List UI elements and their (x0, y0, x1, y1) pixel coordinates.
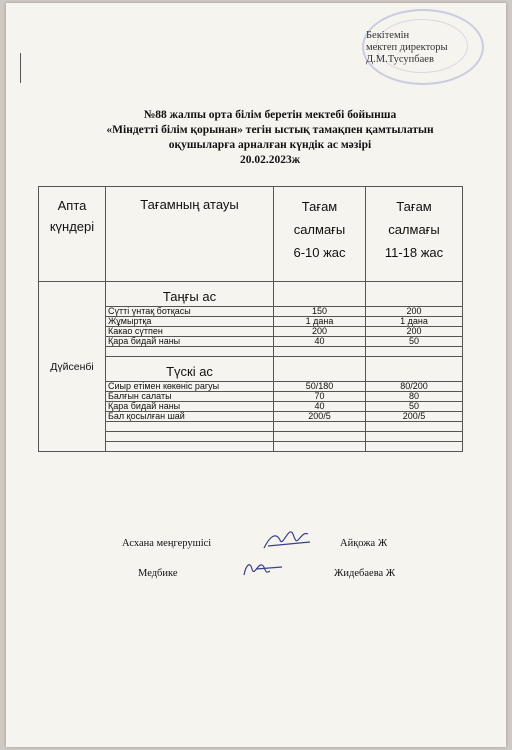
lunch-label: Түскі ас (106, 357, 274, 382)
title-line-2: «Міндетті білім қорынан» тегін ыстық тамақпен қамтылатын (106, 124, 434, 136)
empty-cell (366, 422, 463, 432)
header-week-days-line1: Апта (57, 198, 87, 213)
header-610-line2: салмағы (293, 222, 346, 237)
weight-11-18: 80/200 (366, 382, 463, 392)
header-610-line1: Тағам (301, 199, 338, 214)
weight-6-10: 150 (274, 307, 366, 317)
empty-cell (274, 442, 366, 452)
title-line-1: №88 жалпы орта білім беретін мектебі бойынша (143, 109, 397, 121)
handwritten-signature-2 (238, 557, 288, 583)
signature-name-canteen: Айқожа Ж (340, 538, 388, 549)
weight-11-18: 200/5 (366, 412, 463, 422)
approval-line-2: мектеп директоры (366, 42, 448, 53)
approval-line-3: Д.М.Тусупбаев (366, 54, 434, 65)
empty-cell (274, 347, 366, 357)
weight-11-18: 50 (366, 337, 463, 347)
weight-11-18: 1 дана (366, 317, 463, 327)
header-1118-line3: 11-18 жас (384, 245, 444, 260)
weight-6-10: 50/180 (274, 382, 366, 392)
dish-name: Қара бидай наны (106, 337, 274, 347)
empty-cell (274, 422, 366, 432)
dish-name: Какао сүтпен (106, 327, 274, 337)
weight-6-10: 40 (274, 337, 366, 347)
breakfast-section-row (39, 282, 463, 307)
signature-role-nurse: Медбике (138, 568, 178, 579)
dish-name: Сүтті үнтақ ботқасы (106, 307, 274, 317)
empty-cell (106, 432, 274, 442)
empty-cell (274, 357, 366, 382)
dish-name: Қара бидай наны (106, 402, 274, 412)
header-week-days (39, 187, 106, 282)
menu-table (38, 186, 463, 452)
header-week-days-line2: күндері (49, 219, 95, 234)
weight-6-10: 40 (274, 402, 366, 412)
dish-name: Бал қосылған шай (106, 412, 274, 422)
empty-cell (106, 422, 274, 432)
title-date: 20.02.2023ж (239, 154, 301, 166)
weight-11-18: 200 (366, 327, 463, 337)
signature-name-nurse: Жидебаева Ж (334, 568, 396, 579)
weight-11-18: 50 (366, 402, 463, 412)
empty-cell (106, 347, 274, 357)
dish-name: Жұмыртқа (106, 317, 274, 327)
day-cell: Дүйсенбі (39, 282, 106, 452)
empty-cell (274, 282, 366, 307)
margin-mark (20, 53, 21, 83)
signature-role-canteen: Асхана меңгерушісі (122, 538, 212, 549)
header-weight-6-10 (274, 187, 366, 282)
approval-line-1: Бекітемін (366, 30, 410, 41)
empty-cell (366, 442, 463, 452)
empty-cell (366, 347, 463, 357)
weight-6-10: 1 дана (274, 317, 366, 327)
title-line-3: оқушыларға арналған күндік ас мәзірі (168, 139, 372, 151)
empty-cell (366, 357, 463, 382)
dish-name: Балғын салаты (106, 392, 274, 402)
weight-11-18: 80 (366, 392, 463, 402)
header-610-line3: 6-10 жас (293, 245, 346, 260)
empty-cell (366, 432, 463, 442)
weight-6-10: 200/5 (274, 412, 366, 422)
weight-6-10: 70 (274, 392, 366, 402)
empty-cell (274, 432, 366, 442)
header-weight-11-18 (366, 187, 463, 282)
weight-11-18: 200 (366, 307, 463, 317)
empty-cell (106, 442, 274, 452)
header-1118-line1: Тағам (396, 199, 432, 214)
empty-cell (366, 282, 463, 307)
header-dish-name: Тағамның атауы (106, 187, 274, 282)
weight-6-10: 200 (274, 327, 366, 337)
document-title (40, 108, 500, 168)
header-1118-line2: салмағы (388, 222, 440, 237)
breakfast-label: Таңғы ас (106, 282, 274, 307)
approval-block (366, 30, 476, 66)
handwritten-signature-1 (260, 526, 316, 554)
table-header-row (39, 187, 463, 282)
dish-name: Сиыр етімен көкөніс рагуы (106, 382, 274, 392)
